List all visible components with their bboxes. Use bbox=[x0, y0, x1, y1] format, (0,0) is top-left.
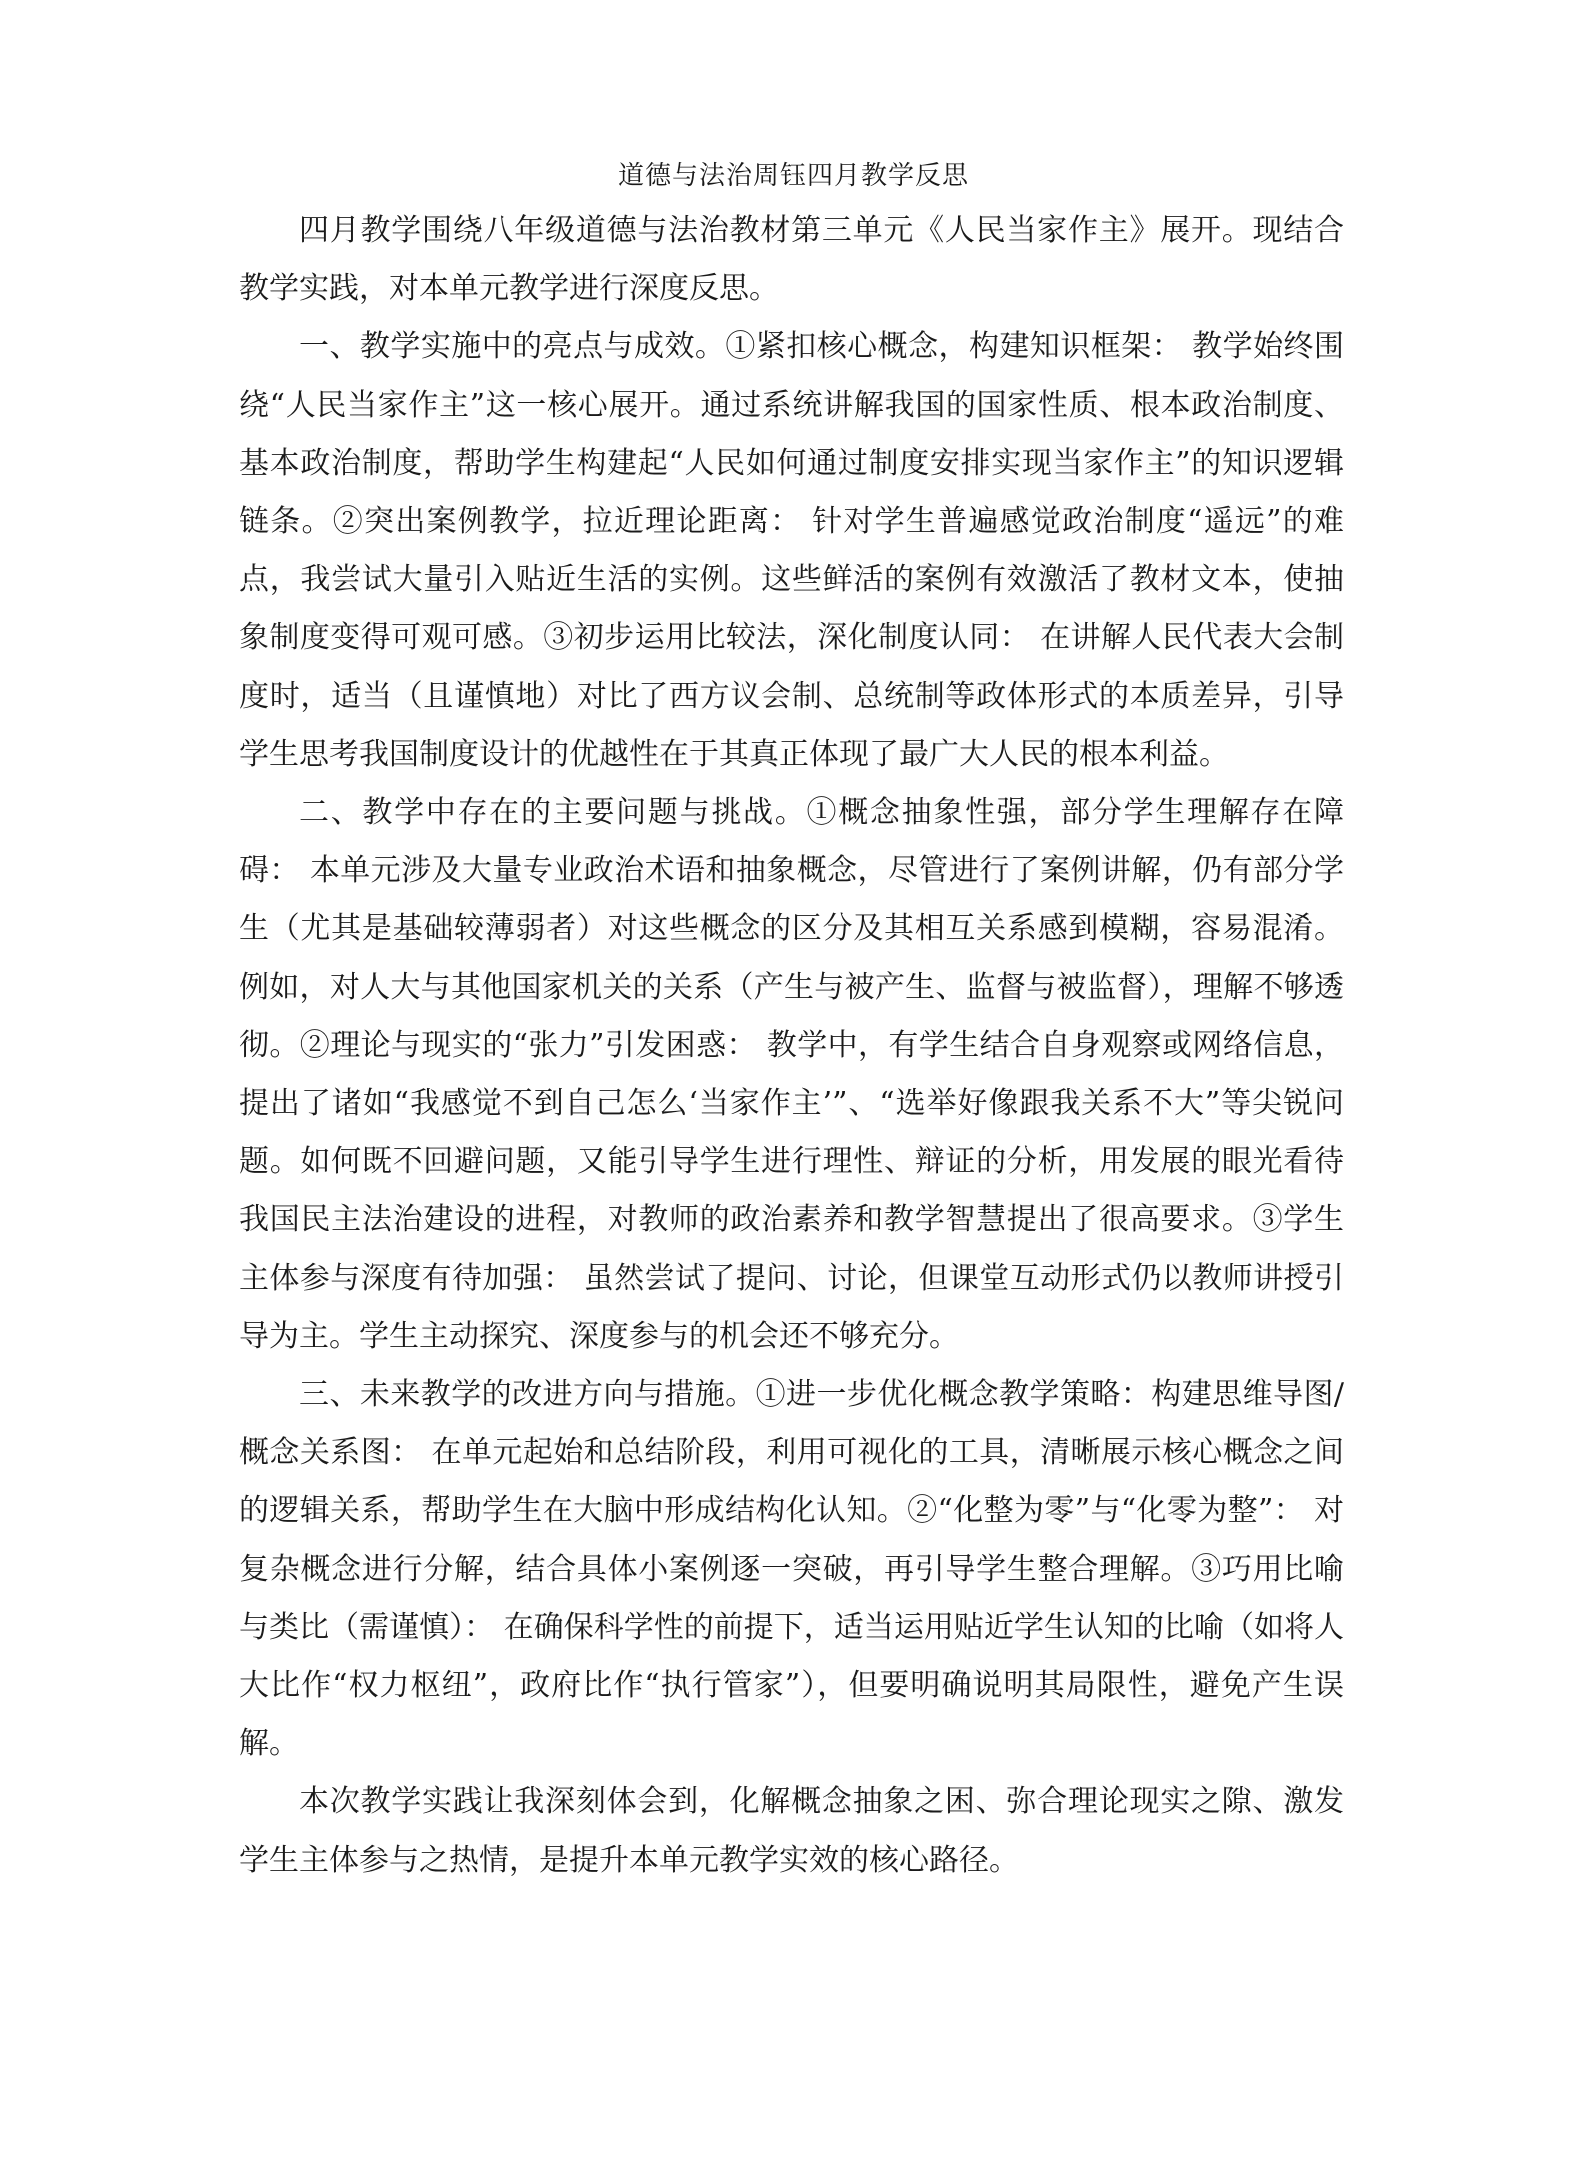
document-title: 道德与法治周钰四月教学反思 bbox=[617, 161, 969, 191]
paragraph-improvements: 三、未来教学的改进方向与措施。①进一步优化概念教学策略：构建思维导图/概念关系图： 在单元起始和总结阶段，利用可视化的工具，清晰展示核心概念之间的逻辑关系，帮助学生在大脑中形成结构化认知。②“化整为零”与“化零为整”： 对复杂概念进行分解，结合具体小案例逐一突破，再引导学生整合理解。③巧用比喻与类比（需谨慎）： 在确保科学性的前提下，适当运用贴近学生认知的比喻（如将人大比作“权力枢纽”，政府比作“执行管家”），但要明确说明其局限性，避免产生误解。 bbox=[239, 1377, 1344, 1762]
paragraph-highlights: 一、教学实施中的亮点与成效。①紧扣核心概念，构建知识框架： 教学始终围绕“人民当家作主”这一核心展开。通过系统讲解我国的国家性质、根本政治制度、基本政治制度，帮助学生构建起“人民如何通过制度安排实现当家作主”的知识逻辑链条。②突出案例教学，拉近理论距离： 针对学生普遍感觉政治制度“遥远”的难点，我尝试大量引入贴近生活的实例。这些鲜活的案例有效激活了教材文本，使抽象制度变得可观可感。③初步运用比较法，深化制度认同： 在讲解人民代表大会制度时，适当（且谨慎地）对比了西方议会制、总统制等政体形式的本质差异，引导学生思考我国制度设计的优越性在于其真正体现了最广大人民的根本利益。 bbox=[239, 329, 1344, 772]
paragraph-intro: 四月教学围绕八年级道德与法治教材第三单元《人民当家作主》展开。现结合教学实践，对本单元教学进行深度反思。 bbox=[239, 213, 1344, 307]
paragraph-conclusion: 本次教学实践让我深刻体会到，化解概念抽象之困、弥合理论现实之隙、激发学生主体参与之热情，是提升本单元教学实效的核心路径。 bbox=[239, 1784, 1344, 1878]
document-body bbox=[239, 202, 1344, 1890]
paragraph-problems: 二、教学中存在的主要问题与挑战。①概念抽象性强，部分学生理解存在障碍： 本单元涉及大量专业政治术语和抽象概念，尽管进行了案例讲解，仍有部分学生（尤其是基础较薄弱者）对这些概念的区分及其相互关系感到模糊，容易混淆。例如，对人大与其他国家机关的关系（产生与被产生、监督与被监督），理解不够透彻。②理论与现实的“张力”引发困惑： 教学中，有学生结合自身观察或网络信息，提出了诸如“我感觉不到自己怎么‘当家作主’”、“选举好像跟我关系不大”等尖锐问题。如何既不回避问题，又能引导学生进行理性、辩证的分析，用发展的眼光看待我国民主法治建设的进程，对教师的政治素养和教学智慧提出了很高要求。③学生主体参与深度有待加强： 虽然尝试了提问、讨论，但课堂互动形式仍以教师讲授引导为主。学生主动探究、深度参与的机会还不够充分。 bbox=[239, 795, 1344, 1354]
